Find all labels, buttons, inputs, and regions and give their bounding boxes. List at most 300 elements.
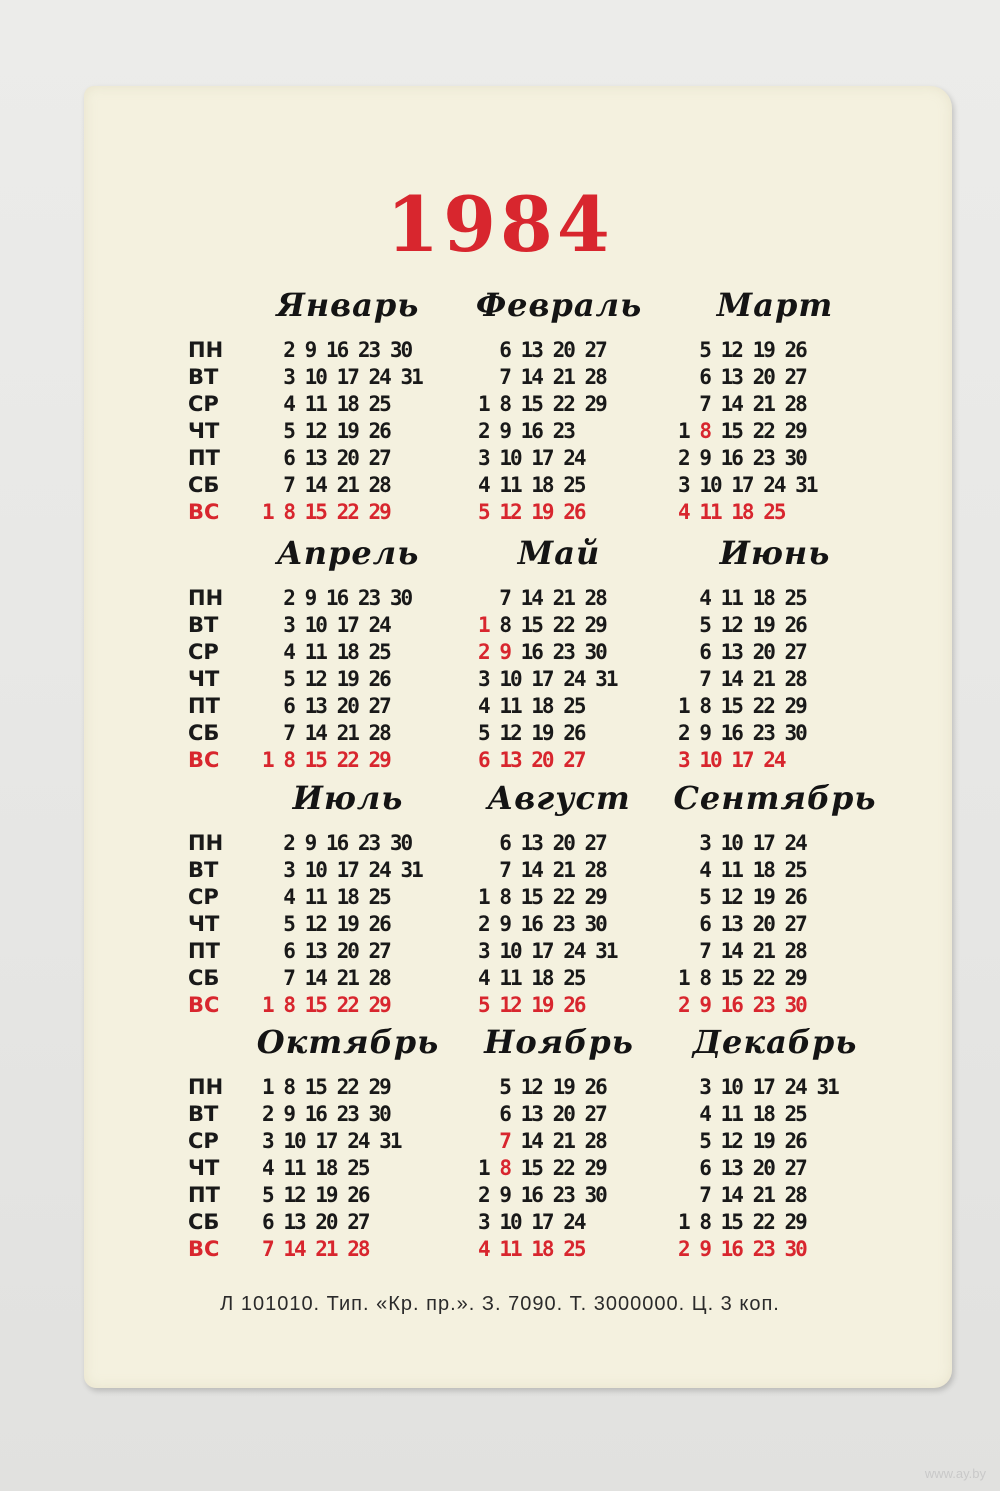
day-number: 14 bbox=[720, 392, 742, 416]
day-number: 29 bbox=[368, 993, 390, 1017]
month-title: Октябрь bbox=[256, 1023, 440, 1061]
day-number: 28 bbox=[784, 667, 806, 691]
day-number: 9 bbox=[699, 721, 710, 745]
day-number: 26 bbox=[784, 613, 806, 637]
week-row bbox=[262, 1236, 369, 1263]
day-number: 25 bbox=[368, 885, 390, 909]
week-row bbox=[262, 1074, 390, 1101]
day-number: 26 bbox=[563, 500, 585, 524]
day-number: 23 bbox=[552, 419, 574, 443]
weekday-label: ВТ bbox=[188, 365, 219, 389]
day-number: 8 bbox=[499, 392, 510, 416]
week-row bbox=[262, 337, 411, 364]
day-number: 8 bbox=[499, 885, 510, 909]
day-number: 29 bbox=[784, 1210, 806, 1234]
day-number: 11 bbox=[720, 858, 742, 882]
day-number: 27 bbox=[584, 1102, 606, 1126]
day-number: 27 bbox=[784, 365, 806, 389]
day-number: 1 bbox=[678, 419, 689, 443]
day-number: 9 bbox=[699, 446, 710, 470]
day-number: 28 bbox=[368, 473, 390, 497]
day-number: 7 bbox=[499, 858, 510, 882]
week-row bbox=[478, 992, 585, 1019]
day-number: 13 bbox=[283, 1210, 305, 1234]
month-title: Ноябрь bbox=[484, 1023, 634, 1061]
week-row bbox=[678, 693, 806, 720]
day-number: 3 bbox=[699, 1075, 710, 1099]
day-number: 21 bbox=[552, 1129, 574, 1153]
day-number: 7 bbox=[699, 1183, 710, 1207]
weekday-label: ПТ bbox=[188, 694, 220, 718]
day-number: 22 bbox=[336, 1075, 358, 1099]
day-number: 17 bbox=[336, 858, 358, 882]
day-number: 12 bbox=[720, 338, 742, 362]
day-number: 30 bbox=[389, 338, 412, 362]
day-number: 9 bbox=[304, 831, 316, 855]
day-number: 14 bbox=[304, 721, 326, 745]
day-number: 13 bbox=[499, 748, 521, 772]
day-number: 17 bbox=[752, 831, 774, 855]
day-number: 27 bbox=[784, 640, 806, 664]
day-number: 29 bbox=[584, 1156, 606, 1180]
day-number: 31 bbox=[379, 1129, 401, 1153]
day-number: 25 bbox=[368, 640, 390, 664]
week-row bbox=[478, 720, 585, 747]
day-number: 20 bbox=[752, 1156, 774, 1180]
day-number: 21 bbox=[552, 858, 574, 882]
weekday-label: ВС bbox=[188, 1237, 220, 1261]
day-number: 4 bbox=[262, 1156, 273, 1180]
week-row bbox=[262, 857, 422, 884]
week-row bbox=[678, 1209, 806, 1236]
week-row bbox=[478, 612, 606, 639]
day-number: 15 bbox=[520, 1156, 542, 1180]
week-row bbox=[478, 337, 606, 364]
week-row bbox=[678, 1128, 806, 1155]
day-number: 11 bbox=[720, 586, 742, 610]
day-number: 12 bbox=[304, 912, 326, 936]
week-row bbox=[262, 639, 390, 666]
day-number: 10 bbox=[720, 831, 742, 855]
day-number: 1 bbox=[678, 694, 689, 718]
day-number: 7 bbox=[262, 1237, 273, 1261]
week-row bbox=[478, 472, 585, 499]
day-number: 24 bbox=[563, 1210, 585, 1234]
day-number: 6 bbox=[699, 640, 710, 664]
day-number: 17 bbox=[531, 1210, 553, 1234]
day-number: 25 bbox=[784, 858, 806, 882]
week-row bbox=[478, 965, 585, 992]
day-number: 21 bbox=[552, 586, 574, 610]
day-number: 22 bbox=[552, 613, 574, 637]
day-number: 1 bbox=[262, 500, 273, 524]
day-number: 3 bbox=[478, 446, 489, 470]
week-row bbox=[478, 364, 606, 391]
day-number: 22 bbox=[552, 885, 574, 909]
day-number: 15 bbox=[720, 694, 742, 718]
day-number: 26 bbox=[563, 993, 585, 1017]
day-number: 5 bbox=[262, 1183, 273, 1207]
day-number: 12 bbox=[304, 419, 326, 443]
day-number: 14 bbox=[720, 667, 742, 691]
day-number: 16 bbox=[304, 1102, 326, 1126]
day-number: 7 bbox=[699, 667, 710, 691]
day-number: 17 bbox=[752, 1075, 774, 1099]
day-number: 15 bbox=[520, 885, 542, 909]
week-row bbox=[678, 445, 806, 472]
day-number: 24 bbox=[563, 446, 585, 470]
week-row bbox=[262, 1101, 390, 1128]
day-number: 10 bbox=[304, 365, 326, 389]
day-number: 9 bbox=[699, 993, 710, 1017]
day-number: 24 bbox=[368, 613, 390, 637]
day-number: 10 bbox=[304, 613, 326, 637]
day-number: 11 bbox=[304, 885, 326, 909]
day-number: 28 bbox=[584, 858, 606, 882]
day-number: 19 bbox=[315, 1183, 337, 1207]
day-number: 13 bbox=[520, 338, 542, 362]
day-number: 19 bbox=[552, 1075, 574, 1099]
day-number: 27 bbox=[784, 1156, 806, 1180]
day-number: 31 bbox=[595, 667, 617, 691]
week-row bbox=[678, 612, 806, 639]
day-number: 14 bbox=[720, 1183, 742, 1207]
day-number: 10 bbox=[699, 473, 721, 497]
weekday-label: СБ bbox=[188, 1210, 220, 1234]
day-number: 19 bbox=[336, 419, 358, 443]
day-number: 14 bbox=[283, 1237, 305, 1261]
week-row bbox=[262, 364, 422, 391]
week-row bbox=[678, 364, 806, 391]
day-number: 2 bbox=[678, 446, 689, 470]
day-number: 11 bbox=[304, 392, 326, 416]
day-number: 19 bbox=[531, 993, 553, 1017]
day-number: 5 bbox=[478, 993, 489, 1017]
day-number: 21 bbox=[336, 966, 358, 990]
day-number: 4 bbox=[699, 858, 710, 882]
day-number: 25 bbox=[784, 1102, 806, 1126]
day-number: 29 bbox=[784, 694, 806, 718]
day-number: 16 bbox=[720, 1237, 742, 1261]
day-number: 23 bbox=[752, 1237, 774, 1261]
day-number: 6 bbox=[699, 912, 710, 936]
month-title: Июнь bbox=[719, 534, 831, 572]
day-number: 13 bbox=[520, 831, 542, 855]
day-number: 7 bbox=[499, 586, 510, 610]
day-number: 18 bbox=[531, 966, 553, 990]
week-row bbox=[478, 1101, 606, 1128]
weekday-label: ВС bbox=[188, 748, 220, 772]
day-number: 27 bbox=[584, 338, 606, 362]
day-number: 28 bbox=[368, 966, 390, 990]
day-number: 20 bbox=[552, 831, 574, 855]
day-number: 27 bbox=[368, 446, 390, 470]
day-number: 30 bbox=[584, 912, 606, 936]
day-number: 14 bbox=[304, 966, 326, 990]
week-row bbox=[478, 1074, 606, 1101]
day-number: 27 bbox=[368, 694, 390, 718]
day-number: 13 bbox=[520, 1102, 542, 1126]
week-row bbox=[478, 499, 585, 526]
week-row bbox=[262, 884, 390, 911]
day-number: 26 bbox=[584, 1075, 606, 1099]
day-number: 8 bbox=[283, 500, 294, 524]
day-number: 8 bbox=[699, 1210, 710, 1234]
day-number: 11 bbox=[699, 500, 721, 524]
day-number: 14 bbox=[520, 586, 542, 610]
day-number: 26 bbox=[784, 338, 806, 362]
day-number: 22 bbox=[552, 1156, 574, 1180]
day-number: 4 bbox=[699, 586, 710, 610]
day-number: 13 bbox=[720, 912, 742, 936]
day-number: 27 bbox=[584, 831, 606, 855]
week-row bbox=[478, 391, 606, 418]
day-number: 24 bbox=[763, 748, 785, 772]
day-number: 9 bbox=[499, 1183, 510, 1207]
day-number: 10 bbox=[499, 939, 521, 963]
day-number: 15 bbox=[304, 748, 326, 772]
day-number: 21 bbox=[552, 365, 574, 389]
day-number: 24 bbox=[563, 939, 585, 963]
day-number: 16 bbox=[720, 446, 742, 470]
day-number: 6 bbox=[499, 1102, 510, 1126]
week-row bbox=[478, 1236, 585, 1263]
day-number: 22 bbox=[336, 993, 358, 1017]
week-row bbox=[262, 1128, 400, 1155]
day-number: 4 bbox=[478, 473, 489, 497]
day-number: 1 bbox=[478, 613, 489, 637]
day-number: 17 bbox=[336, 365, 358, 389]
day-number: 22 bbox=[752, 694, 774, 718]
day-number: 22 bbox=[752, 419, 774, 443]
day-number: 11 bbox=[499, 1237, 521, 1261]
weekday-label: СБ bbox=[188, 721, 220, 745]
day-number: 6 bbox=[283, 446, 294, 470]
day-number: 21 bbox=[315, 1237, 337, 1261]
month-title: Февраль bbox=[475, 286, 643, 324]
weekday-label: ПТ bbox=[188, 939, 220, 963]
day-number: 23 bbox=[752, 446, 774, 470]
day-number: 15 bbox=[304, 500, 326, 524]
day-number: 23 bbox=[552, 640, 574, 664]
day-number: 14 bbox=[520, 858, 542, 882]
day-number: 13 bbox=[720, 640, 742, 664]
day-number: 12 bbox=[499, 721, 521, 745]
day-number: 30 bbox=[784, 446, 806, 470]
day-number: 15 bbox=[520, 392, 542, 416]
day-number: 29 bbox=[584, 885, 606, 909]
day-number: 3 bbox=[478, 667, 489, 691]
day-number: 6 bbox=[283, 939, 294, 963]
weekday-label: ЧТ bbox=[188, 667, 220, 691]
weekday-label: ВТ bbox=[188, 613, 219, 637]
day-number: 7 bbox=[283, 966, 294, 990]
day-number: 28 bbox=[368, 721, 390, 745]
day-number: 23 bbox=[752, 721, 774, 745]
weekday-label: ПН bbox=[188, 586, 224, 610]
day-number: 12 bbox=[283, 1183, 305, 1207]
day-number: 18 bbox=[752, 1102, 774, 1126]
day-number: 14 bbox=[720, 939, 742, 963]
day-number: 18 bbox=[731, 500, 753, 524]
day-number: 5 bbox=[478, 500, 489, 524]
day-number: 19 bbox=[752, 338, 774, 362]
day-number: 21 bbox=[752, 667, 774, 691]
day-number: 10 bbox=[499, 1210, 521, 1234]
day-number: 22 bbox=[752, 966, 774, 990]
day-number: 20 bbox=[752, 640, 774, 664]
weekday-label: ПН bbox=[188, 831, 224, 855]
day-number: 2 bbox=[283, 338, 294, 362]
week-row bbox=[262, 1182, 369, 1209]
week-row bbox=[678, 337, 806, 364]
week-row bbox=[478, 911, 606, 938]
day-number: 12 bbox=[720, 613, 742, 637]
day-number: 17 bbox=[731, 473, 753, 497]
week-row bbox=[678, 391, 806, 418]
day-number: 13 bbox=[720, 1156, 742, 1180]
day-number: 4 bbox=[678, 500, 689, 524]
week-row bbox=[262, 965, 390, 992]
day-number: 5 bbox=[699, 613, 710, 637]
day-number: 24 bbox=[368, 858, 390, 882]
week-row bbox=[678, 911, 806, 938]
day-number: 17 bbox=[315, 1129, 337, 1153]
week-row bbox=[678, 472, 816, 499]
day-number: 26 bbox=[347, 1183, 369, 1207]
month-title: Май bbox=[517, 534, 601, 572]
day-number: 29 bbox=[584, 392, 606, 416]
day-number: 18 bbox=[531, 473, 553, 497]
month-title: Декабрь bbox=[692, 1023, 858, 1061]
print-imprint: Л 101010. Тип. «Кр. пр.». З. 7090. Т. 3000000. Ц. 3 коп. bbox=[220, 1293, 780, 1315]
day-number: 6 bbox=[699, 1156, 710, 1180]
week-row bbox=[678, 720, 806, 747]
day-number: 8 bbox=[499, 1156, 510, 1180]
day-number: 15 bbox=[720, 1210, 742, 1234]
week-row bbox=[478, 747, 585, 774]
day-number: 16 bbox=[720, 993, 742, 1017]
week-row bbox=[478, 1128, 606, 1155]
week-row bbox=[262, 445, 390, 472]
day-number: 10 bbox=[283, 1129, 305, 1153]
day-number: 9 bbox=[499, 640, 510, 664]
day-number: 24 bbox=[763, 473, 785, 497]
day-number: 20 bbox=[531, 748, 553, 772]
day-number: 26 bbox=[368, 912, 390, 936]
day-number: 28 bbox=[784, 939, 806, 963]
day-number: 23 bbox=[336, 1102, 358, 1126]
day-number: 25 bbox=[563, 473, 585, 497]
day-number: 19 bbox=[752, 885, 774, 909]
week-row bbox=[678, 418, 806, 445]
day-number: 23 bbox=[552, 1183, 574, 1207]
day-number: 1 bbox=[478, 885, 489, 909]
day-number: 28 bbox=[584, 1129, 606, 1153]
day-number: 27 bbox=[368, 939, 390, 963]
day-number: 18 bbox=[531, 694, 553, 718]
day-number: 8 bbox=[283, 1075, 294, 1099]
week-row bbox=[678, 639, 806, 666]
day-number: 10 bbox=[499, 667, 521, 691]
day-number: 2 bbox=[478, 640, 489, 664]
day-number: 30 bbox=[784, 1237, 806, 1261]
day-number: 3 bbox=[262, 1129, 273, 1153]
day-number: 24 bbox=[563, 667, 585, 691]
day-number: 15 bbox=[720, 966, 742, 990]
day-number: 2 bbox=[478, 912, 489, 936]
weekday-label: ЧТ bbox=[188, 419, 220, 443]
day-number: 12 bbox=[520, 1075, 542, 1099]
day-number: 6 bbox=[262, 1210, 273, 1234]
day-number: 6 bbox=[499, 831, 510, 855]
day-number: 18 bbox=[336, 392, 358, 416]
week-row bbox=[262, 499, 390, 526]
week-row bbox=[478, 639, 606, 666]
day-number: 9 bbox=[499, 912, 510, 936]
day-number: 22 bbox=[336, 500, 358, 524]
week-row bbox=[262, 992, 390, 1019]
day-number: 9 bbox=[283, 1102, 294, 1126]
day-number: 31 bbox=[400, 365, 422, 389]
weekday-label: ВС bbox=[188, 500, 220, 524]
week-row bbox=[678, 857, 806, 884]
weekday-label: СР bbox=[188, 1129, 219, 1153]
day-number: 29 bbox=[584, 613, 606, 637]
day-number: 4 bbox=[478, 966, 489, 990]
day-number: 27 bbox=[347, 1210, 369, 1234]
day-number: 28 bbox=[347, 1237, 369, 1261]
watermark: www.ay.by bbox=[924, 1466, 986, 1481]
week-row bbox=[478, 585, 606, 612]
week-row bbox=[262, 911, 390, 938]
day-number: 28 bbox=[584, 586, 606, 610]
week-row bbox=[262, 720, 390, 747]
week-row bbox=[478, 1209, 585, 1236]
day-number: 2 bbox=[478, 419, 489, 443]
month-title: Сентябрь bbox=[673, 779, 877, 817]
day-number: 24 bbox=[784, 1075, 806, 1099]
weekday-label: ЧТ bbox=[188, 1156, 220, 1180]
day-number: 25 bbox=[347, 1156, 369, 1180]
week-row bbox=[678, 1182, 806, 1209]
day-number: 12 bbox=[720, 885, 742, 909]
day-number: 6 bbox=[699, 365, 710, 389]
day-number: 5 bbox=[283, 419, 294, 443]
day-number: 22 bbox=[336, 748, 358, 772]
weekday-label: ВС bbox=[188, 993, 220, 1017]
day-number: 7 bbox=[499, 1129, 510, 1153]
day-number: 24 bbox=[784, 831, 806, 855]
day-number: 14 bbox=[304, 473, 326, 497]
week-row bbox=[262, 693, 390, 720]
day-number: 3 bbox=[283, 365, 294, 389]
day-number: 21 bbox=[752, 1183, 774, 1207]
week-row bbox=[262, 938, 390, 965]
day-number: 12 bbox=[304, 667, 326, 691]
day-number: 26 bbox=[368, 667, 390, 691]
day-number: 17 bbox=[336, 613, 358, 637]
day-number: 13 bbox=[304, 446, 326, 470]
day-number: 20 bbox=[752, 912, 774, 936]
day-number: 2 bbox=[283, 831, 294, 855]
day-number: 11 bbox=[499, 694, 521, 718]
week-row bbox=[478, 1182, 606, 1209]
day-number: 10 bbox=[499, 446, 521, 470]
day-number: 3 bbox=[283, 858, 294, 882]
day-number: 7 bbox=[283, 721, 294, 745]
day-number: 1 bbox=[262, 1075, 273, 1099]
